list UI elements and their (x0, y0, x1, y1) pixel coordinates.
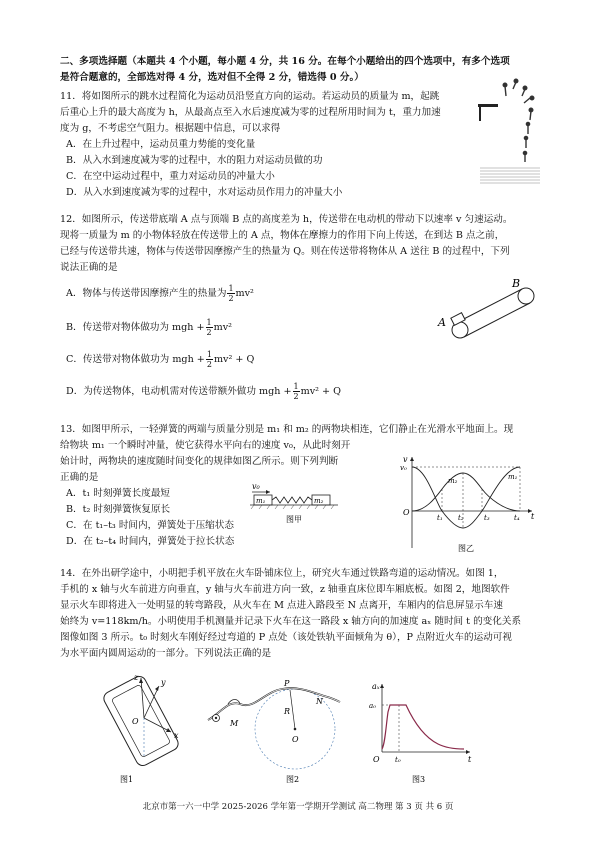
q14-line-2: 手机的 x 轴与火车前进方向垂直，y 轴与火车前进方向一致，z 轴垂直床位即车厢底板。如图 2，地图软件 (60, 584, 510, 595)
q12-line-3: 已经与传送带共速，物体与传送带因摩擦产生的热量为 Q。则在传送带将物体从 A 送往 B 的过程中，下列 (60, 246, 510, 257)
graph-origin-label: O (373, 755, 380, 764)
q13-line-3: 始计时，两物块的速度随时间变化的规律如图乙所示。则下列判断 (60, 456, 339, 467)
page-footer: 北京市第一六一中学 2025-2026 学年第一学期开学测试 高二物理 第 3 页 共 6 页 (142, 802, 454, 812)
q11-option-c: C．在空中运动过程中，重力对运动员的冲量大小 (66, 171, 275, 182)
fig-jia-caption: 图甲 (286, 515, 302, 524)
t-axis-label: t (468, 755, 472, 764)
m2-curve-label: m₂ (448, 477, 458, 485)
t1-tick-label: t₁ (437, 514, 443, 522)
t4-tick-label: t₄ (514, 514, 520, 522)
t0-tick-label: t₀ (395, 756, 401, 764)
q13-option-a: A．t₁ 时刻弹簧长度最短 (66, 488, 171, 499)
x-axis-label: x (174, 731, 179, 740)
q11-option-d: D．从入水到速度减为零的过程中，水对运动员作用力的冲量大小 (66, 187, 343, 198)
q12-option-d: D．为传送物体，电动机需对传送带额外做功 mgh + $\frac{1}{2}$ mv² + Q (66, 382, 341, 401)
a0-tick-label: a₀ (369, 702, 376, 710)
section-heading-line2: 是符合题意的，全部选对得 4 分，选对但不全得 2 分，错选得 0 分。） (60, 72, 364, 83)
phone-axes-figure (98, 668, 190, 786)
q12-option-a: A．物体与传送带因摩擦产生的热量为 $\frac{1}{2}$ mv² (66, 284, 254, 303)
q13-option-b: B．t₂ 时刻弹簧恢复原长 (66, 504, 171, 515)
fraction-half: $\frac{1}{2}$ (206, 350, 212, 369)
q11-line-2: 后重心上升的最大高度为 h，从最高点至入水后速度减为零的过程所用时间为 t，重力加速 (60, 107, 441, 118)
z-axis-label: z (134, 673, 139, 682)
q14-line-1: 14．在外出研学途中，小明把手机平放在火车卧铺床位上，研究火车通过铁路弯道的运动情况。如图 1， (60, 568, 504, 579)
q13-line-2: 给物块 m₁ 一个瞬时冲量，使它获得水平向右的速度 v₀，从此时刻开 (60, 440, 351, 451)
fraction-half: $\frac{1}{2}$ (293, 382, 299, 401)
fraction-half: $\frac{1}{2}$ (206, 318, 212, 337)
v0-label: v₀ (252, 482, 260, 491)
q11-option-a: A．在上升过程中，运动员重力势能的变化量 (66, 139, 256, 150)
point-m-label: M (230, 719, 239, 728)
q12-line-1: 12．如图所示，传送带底端 A 点与顶端 B 点的高度差为 h，传送带在电动机的带动下以速率 v 匀速运动。 (60, 214, 513, 225)
v-axis-label: v (403, 455, 408, 464)
point-n-label: N (316, 697, 323, 706)
spring-blocks-figure (248, 480, 344, 530)
y-axis-label: y (161, 678, 166, 687)
q12-line-2: 现将一质量为 m 的小物体轻放在传送带上的 A 点，物体在摩擦力的作用下向上传送，在到达 B 点之前， (60, 230, 505, 241)
fig-yi-caption: 图乙 (458, 544, 474, 553)
q13-option-c: C．在 t₁–t₃ 时间内，弹簧处于压缩状态 (66, 520, 234, 531)
fig3-caption: 图3 (412, 775, 426, 784)
q12-option-c: C．传送带对物体做功为 mgh + $\frac{1}{2}$ mv² + Q (66, 350, 255, 369)
t3-tick-label: t₃ (484, 514, 490, 522)
q11-line-1: 11．将如图所示的跳水过程简化为运动员沿竖直方向的运动。若运动员的质量为 m，起跳 (60, 91, 440, 102)
q13-line-4: 正确的是 (60, 472, 99, 483)
acceleration-time-graph (368, 678, 474, 786)
ax-axis-label: aₓ (372, 682, 380, 691)
q11-option-b: B．从入水到速度减为零的过程中，水的阻力对运动员做的功 (66, 155, 323, 166)
q11-line-3: 度为 g，不考虑空气阻力。根据题中信息，可以求得 (60, 123, 281, 134)
point-b-label: B (512, 277, 521, 290)
track-curve-figure (202, 676, 342, 786)
fig1-caption: 图1 (120, 775, 134, 784)
t-axis-label: t (531, 512, 535, 521)
q14-line-6: 为水平面内圆周运动的一部分。下列说法正确的是 (60, 648, 272, 659)
phone-origin-label: O (132, 717, 139, 726)
diver-figure (478, 76, 542, 192)
fig2-caption: 图2 (286, 775, 300, 784)
m1-block-label: m₁ (256, 497, 266, 505)
q14-line-4: 始终为 v=118km/h。小明使用手机测量并记录下火车在这一路段 x 轴方向的加速度 aₓ 随时间 t 的变化关系 (60, 616, 522, 627)
q12-line-4: 说法正确的是 (60, 262, 118, 273)
point-a-label: A (438, 316, 446, 329)
m2-block-label: m₂ (314, 497, 324, 505)
center-label: O (292, 735, 299, 744)
q14-line-3: 显示火车即将进入一处明显的转弯路段，从火车在 M 点进入路段至 N 点离开，车厢内的信息屏显示车速 (60, 600, 503, 611)
point-p-label: P (284, 679, 290, 688)
q12-option-b: B．传送带对物体做功为 mgh + $\frac{1}{2}$ mv² (66, 318, 233, 337)
q14-line-5: 图像如图 3 所示。t₀ 时刻火车刚好经过弯道的 P 点处（该处铁轨平面倾角为 θ），P 点附近火车的运动可视 (60, 632, 512, 643)
q13-line-1: 13．如图甲所示，一轻弹簧的两端与质量分别是 m₁ 和 m₂ 的两物块相连，它们静止在光滑水平地面上。现 (60, 424, 514, 435)
fraction-half: $\frac{1}{2}$ (228, 284, 234, 303)
velocity-time-graph (398, 453, 538, 555)
origin-label: O (403, 508, 410, 517)
section-heading-line1: 二、多项选择题（本题共 4 个小题，每小题 4 分，共 16 分。在每个小题给出的四个选项中，有多个选项 (60, 56, 510, 67)
v0-tick-label: v₀ (400, 464, 407, 472)
conveyor-figure (430, 276, 542, 346)
radius-label: R (284, 707, 291, 716)
m1-curve-label: m₁ (508, 473, 518, 481)
q13-option-d: D．在 t₂–t₄ 时间内，弹簧处于拉长状态 (66, 536, 235, 547)
t2-tick-label: t₂ (458, 514, 464, 522)
